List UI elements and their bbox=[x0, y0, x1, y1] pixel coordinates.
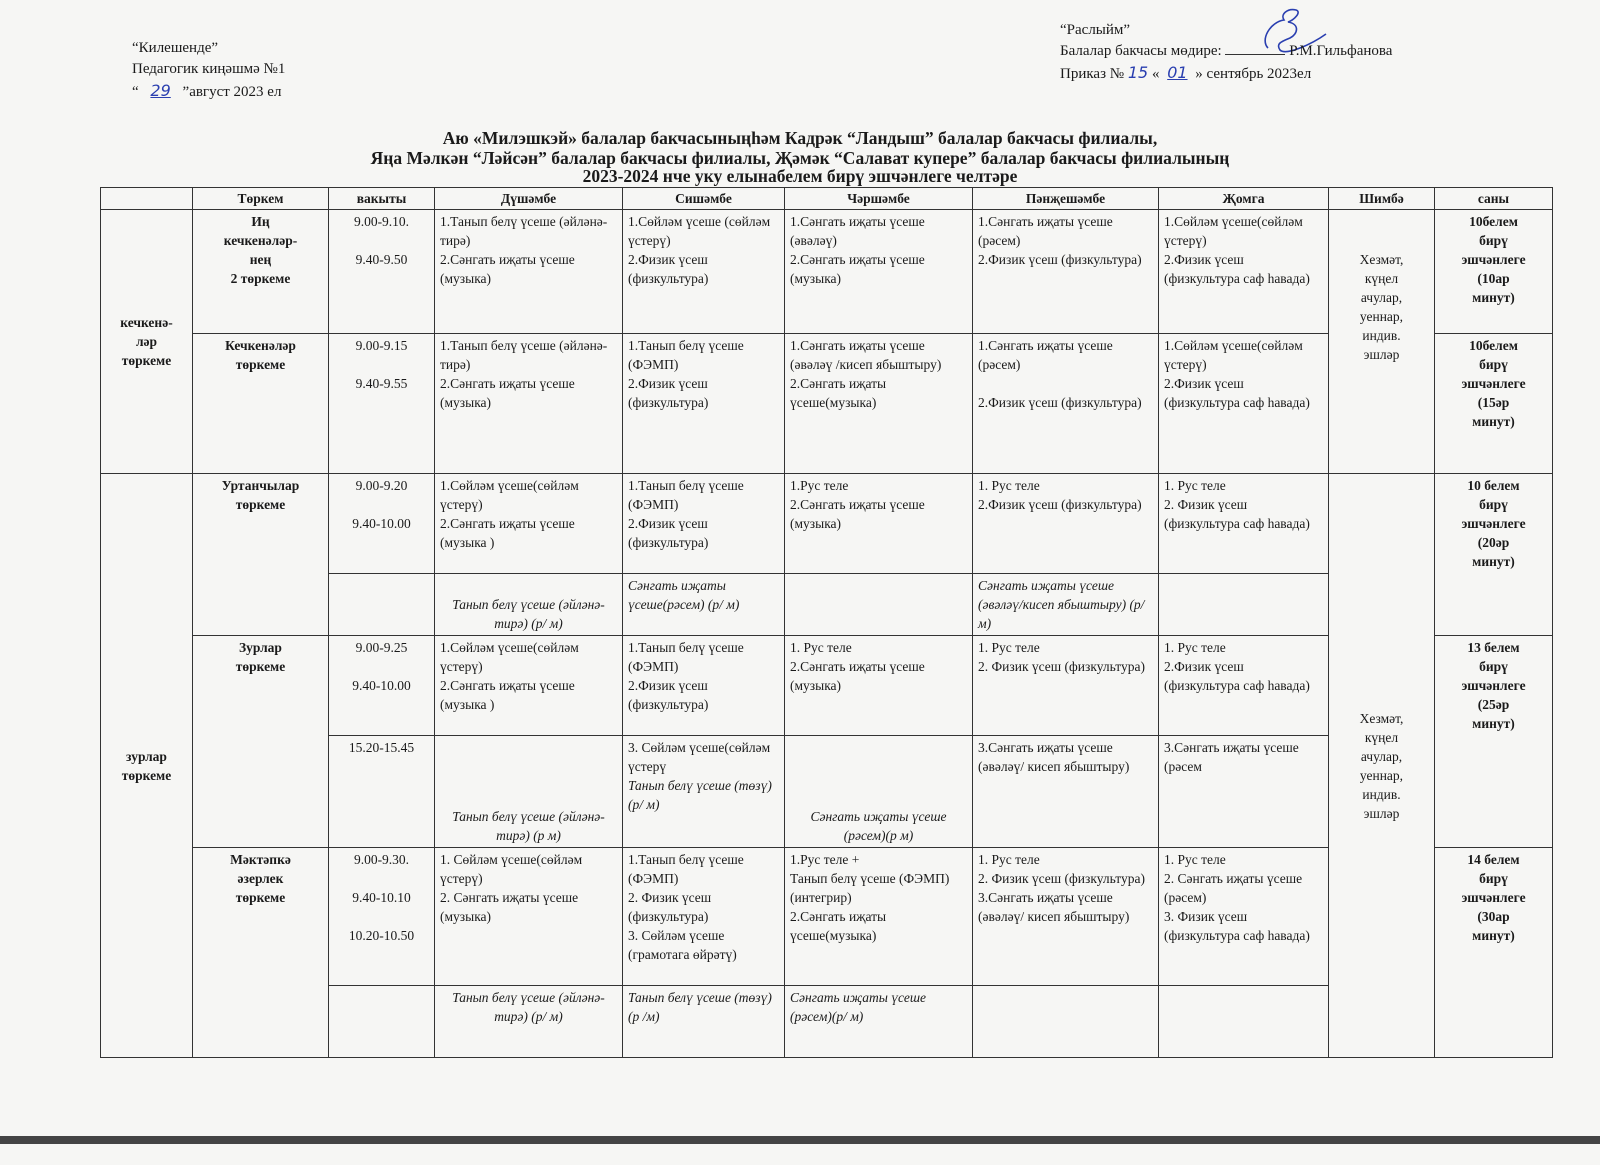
tuesday-cell: 1.Танып белү үсеше (ФЭМП) 2.Физик үсеш (физкультура) bbox=[623, 474, 785, 574]
time-slot: 15.20-15.45 bbox=[329, 736, 435, 848]
friday-cell: 1.Сөйләм үсеше(сөйләм үстерү) 2.Физик үсеш (физкультура саф һавада) bbox=[1159, 334, 1329, 474]
schedule-table bbox=[100, 187, 1553, 1058]
group-name: Мәктәпкә әзерлек төркеме bbox=[193, 848, 329, 1058]
col-header-age bbox=[101, 188, 193, 210]
tuesday-extra: Танып белү үсеше (төзү)(р /м) bbox=[623, 986, 785, 1058]
wednesday-cell: 1.Сәнгать иҗаты үсеше (әвәләү) 2.Сәнгать иҗаты үсеше (музыка) bbox=[785, 210, 973, 334]
tuesday-extra: Сәнгать иҗаты үсеше(рәсем) (р/ м) bbox=[623, 574, 785, 636]
friday-extra: 3.Сәнгать иҗаты үсеше (рәсем bbox=[1159, 736, 1329, 848]
doc-title-line1: Аю «Милэшкэй» балалар бакчасыныңһәм Кадрәк “Ландыш” балалар бакчасы филиалы, bbox=[442, 128, 1158, 148]
tuesday-cell: 1.Танып белү үсеше (ФЭМП) 2.Физик үсеш (физкультура) bbox=[623, 334, 785, 474]
time-slot: 9.00-9.15 9.40-9.55 bbox=[329, 334, 435, 474]
wednesday-extra: Сәнгать иҗаты үсеше (рәсем)(р м) bbox=[785, 736, 973, 848]
monday-cell: 1.Танып белү үсеше (әйләнә-тирә) 2.Сәнгать иҗаты үсеше (музыка) bbox=[435, 334, 623, 474]
thursday-extra: Сәнгать иҗаты үсеше (әвәләү/кисеп ябыштыру) (р/м) bbox=[973, 574, 1159, 636]
time-slot-empty bbox=[329, 574, 435, 636]
wednesday-cell: 1.Рус теле 2.Сәнгать иҗаты үсеше (музыка) bbox=[785, 474, 973, 574]
col-header-monday: Дүшәмбе bbox=[435, 188, 623, 210]
scan-edge-divider bbox=[0, 1136, 1600, 1144]
monday-cell: 1.Сөйләм үсеше(сөйләм үстерү) 2.Сәнгать иҗаты үсеше (музыка ) bbox=[435, 474, 623, 574]
lesson-count: 10белем бирү эшчәнлеге (15әр минут) bbox=[1435, 334, 1553, 474]
signature-line bbox=[1225, 54, 1285, 55]
pedagogical-council: Педагогик киңәшмә №1 bbox=[132, 61, 286, 77]
lesson-count: 14 белем бирү эшчәнлеге (30ар минут) bbox=[1435, 848, 1553, 1058]
monday-cell: 1. Сөйләм үсеше(сөйләм үстерү) 2. Сәнгать иҗаты үсеше (музыка) bbox=[435, 848, 623, 986]
col-header-friday: Җомга bbox=[1159, 188, 1329, 210]
friday-cell: 1. Рус теле 2.Физик үсеш (физкультура саф һавада) bbox=[1159, 636, 1329, 736]
wednesday-extra: Сәнгать иҗаты үсеше (рәсем)(р/ м) bbox=[785, 986, 973, 1058]
doc-title-line3: 2023-2024 нче уку елынабелем бирү эшчәнлеге челтәре bbox=[582, 166, 1018, 186]
approved-title: “Раслыйм” bbox=[1060, 22, 1131, 38]
thursday-extra bbox=[973, 986, 1159, 1058]
time-slot: 9.00-9.25 9.40-10.00 bbox=[329, 636, 435, 736]
time-slot-empty bbox=[329, 986, 435, 1058]
wednesday-cell: 1.Рус теле + Танып белү үсеше (ФЭМП)(интегрир) 2.Сәнгать иҗаты үсеше(музыка) bbox=[785, 848, 973, 986]
saturday-activities: Хезмәт, күңел ачулар, уеннар, индив. эшләр bbox=[1329, 474, 1435, 1058]
age-group-young: кечкенә- ләр төркеме bbox=[101, 210, 193, 474]
header-row bbox=[101, 188, 1553, 210]
friday-extra bbox=[1159, 574, 1329, 636]
order-day: 01 bbox=[1167, 63, 1188, 82]
col-header-time: вакыты bbox=[329, 188, 435, 210]
time-slot: 9.00-9.10. 9.40-9.50 bbox=[329, 210, 435, 334]
monday-cell: 1.Сөйләм үсеше(сөйләм үстерү) 2.Сәнгать иҗаты үсеше (музыка ) bbox=[435, 636, 623, 736]
lesson-count: 10 белем бирү эшчәнлеге (20әр минут) bbox=[1435, 474, 1553, 636]
tuesday-extra-build: Танып белү үсеше (төзү) (р/ м) bbox=[628, 778, 772, 812]
time-slot: 9.00-9.20 9.40-10.00 bbox=[329, 474, 435, 574]
wednesday-extra bbox=[785, 574, 973, 636]
handwritten-day: 29 bbox=[150, 81, 171, 100]
thursday-cell: 1. Рус теле 2. Физик үсеш (физкультура) 3.Сәнгать иҗаты үсеше (әвәләү/ кисеп ябыштыру) bbox=[973, 848, 1159, 986]
monday-extra: Танып белү үсеше (әйләнә-тирә) (р м) bbox=[435, 736, 623, 848]
time-slot: 9.00-9.30. 9.40-10.10 10.20-10.50 bbox=[329, 848, 435, 986]
col-header-thursday: Пәнҗешәмбе bbox=[973, 188, 1159, 210]
col-header-wednesday: Чәршәмбе bbox=[785, 188, 973, 210]
age-group-older: зурлар төркеме bbox=[101, 474, 193, 1058]
tuesday-extra-speech: 3. Сөйләм үсеше(сөйләм үстерү bbox=[628, 740, 771, 774]
friday-cell: 1.Сөйләм үсеше(сөйләм үстерү) 2.Физик үсеш (физкультура саф һавада) bbox=[1159, 210, 1329, 334]
monday-extra: Танып белү үсеше (әйләнә-тирә) (р/ м) bbox=[435, 986, 623, 1058]
thursday-cell: 1.Сәнгать иҗаты үсеше (рәсем) 2.Физик үсеш (физкультура) bbox=[973, 334, 1159, 474]
thursday-cell: 1. Рус теле 2.Физик үсеш (физкультура) bbox=[973, 474, 1159, 574]
group-name: Иң кечкенәләр- нең 2 төркеме bbox=[193, 210, 329, 334]
table-row bbox=[101, 210, 1553, 334]
col-header-tuesday: Сишәмбе bbox=[623, 188, 785, 210]
saturday-activities: Хезмәт, күңел ачулар, уеннар, индив. эшләр bbox=[1329, 210, 1435, 474]
lesson-count: 13 белем бирү эшчәнлеге (25әр минут) bbox=[1435, 636, 1553, 848]
thursday-cell: 1.Сәнгать иҗаты үсеше (рәсем) 2.Физик үсеш (физкультура) bbox=[973, 210, 1159, 334]
thursday-extra: 3.Сәнгать иҗаты үсеше (әвәләү/ кисеп ябыштыру) bbox=[973, 736, 1159, 848]
monday-extra: Танып белү үсеше (әйләнә-тирә) (р/ м) bbox=[435, 574, 623, 636]
thursday-cell: 1. Рус теле 2. Физик үсеш (физкультура) bbox=[973, 636, 1159, 736]
order-number: 15 bbox=[1127, 63, 1149, 82]
col-header-count: саны bbox=[1435, 188, 1553, 210]
col-header-saturday: Шимбә bbox=[1329, 188, 1435, 210]
agreed-date: “ 29 ”август 2023 ел bbox=[132, 81, 282, 100]
wednesday-cell: 1.Сәнгать иҗаты үсеше (әвәләү /кисеп ябыштыру) 2.Сәнгать иҗаты үсеше(музыка) bbox=[785, 334, 973, 474]
col-header-group: Төркем bbox=[193, 188, 329, 210]
tuesday-cell: 1.Сөйләм үсеше (сөйләм үстерү) 2.Физик үсеш (физкультура) bbox=[623, 210, 785, 334]
group-name: Уртанчылар төркеме bbox=[193, 474, 329, 636]
director-name: Р.М.Гильфанова bbox=[1289, 43, 1393, 59]
monday-cell: 1.Танып белү үсеше (әйләнә-тирә) 2.Сәнгать иҗаты үсеше (музыка) bbox=[435, 210, 623, 334]
approval-block-approved bbox=[1060, 20, 1392, 85]
friday-cell: 1. Рус теле 2. Физик үсеш (физкультура саф һавада) bbox=[1159, 474, 1329, 574]
group-name: Кечкенәләр төркеме bbox=[193, 334, 329, 474]
agreed-title: “Килешенде” bbox=[132, 40, 219, 56]
friday-extra bbox=[1159, 986, 1329, 1058]
tuesday-cell: 1.Танып белү үсеше (ФЭМП) 2.Физик үсеш (физкультура) bbox=[623, 636, 785, 736]
approval-block-agreed bbox=[132, 38, 285, 103]
table-row bbox=[101, 474, 1553, 574]
doc-title-line2: Яңа Мәлкән “Ләйсән” балалар бакчасы филиалы, Җәмәк “Салават купере” балалар бакчасы филиалының bbox=[370, 148, 1230, 168]
tuesday-extra bbox=[623, 736, 785, 848]
lesson-count: 10белем бирү эшчәнлеге (10ар минут) bbox=[1435, 210, 1553, 334]
director-line: Балалар бакчасы мөдире: Р.М.Гильфанова bbox=[1060, 43, 1393, 59]
tuesday-cell: 1.Танып белү үсеше (ФЭМП) 2. Физик үсеш (физкультура) 3. Сөйләм үсеше (грамотага өйрәтү) bbox=[623, 848, 785, 986]
order-line: Приказ № 15 « 01 » сентябрь 2023ел bbox=[1060, 63, 1312, 82]
friday-cell: 1. Рус теле 2. Сәнгать иҗаты үсеше (рәсем) 3. Физик үсеш (физкультура саф һавада) bbox=[1159, 848, 1329, 986]
wednesday-cell: 1. Рус теле 2.Сәнгать иҗаты үсеше (музыка) bbox=[785, 636, 973, 736]
group-name: Зурлар төркеме bbox=[193, 636, 329, 848]
